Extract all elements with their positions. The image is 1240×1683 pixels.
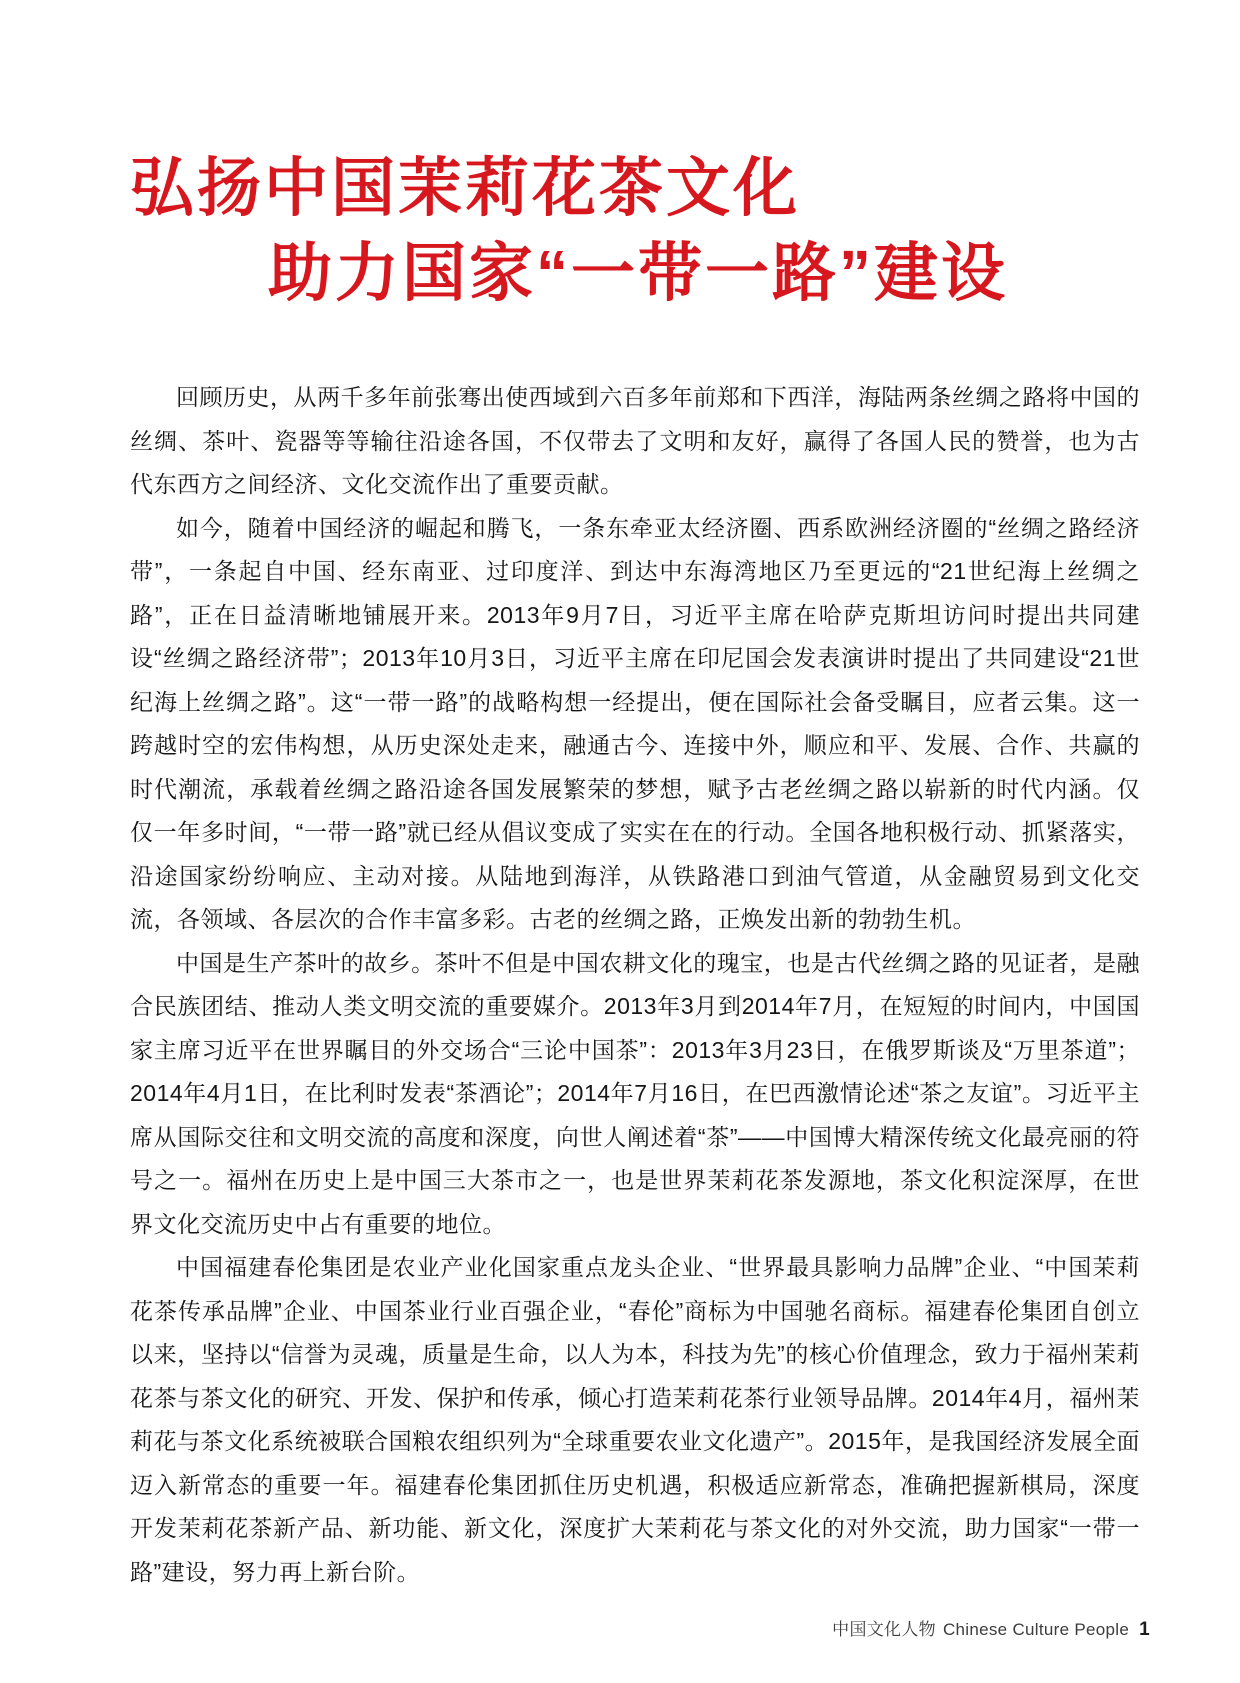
article-body [130, 376, 1140, 1594]
page-footer [832, 1615, 1150, 1641]
article-paragraph-3: 中国是生产茶叶的故乡。茶叶不但是中国农耕文化的瑰宝，也是古代丝绸之路的见证者，是融合民族团结、推动人类文明交流的重要媒介。2013年3月到2014年7月，在短短的时间内，中国国家主席习近平在世界瞩目的外交场合“三论中国茶”：2013年3月23日，在俄罗斯谈及“万里茶道”；2014年4月1日，在比利时发表“茶酒论”；2014年7月16日，在巴西激情论述“茶之友谊”。习近平主席从国际交往和文明交流的高度和深度，向世人阐述着“茶”——中国博大精深传统文化最亮丽的符号之一。福州在历史上是中国三大茶市之一，也是世界茉莉花茶发源地，茶文化积淀深厚，在世界文化交流历史中占有重要的地位。 [130, 949, 1140, 1237]
article-paragraph-4: 中国福建春伦集团是农业产业化国家重点龙头企业、“世界最具影响力品牌”企业、“中国茉莉花茶传承品牌”企业、中国茶业行业百强企业，“春伦”商标为中国驰名商标。福建春伦集团自创立以来，坚持以“信誉为灵魂，质量是生命，以人为本，科技为先”的核心价值理念，致力于福州茉莉花茶与茶文化的研究、开发、保护和传承，倾心打造茉莉花茶行业领导品牌。2014年4月，福州茉莉花与茶文化系统被联合国粮农组织列为“全球重要农业文化遗产”。2015年，是我国经济发展全面迈入新常态的重要一年。福建春伦集团抓住历史机遇，积极适应新常态，准确把握新棋局，深度开发茉莉花茶新产品、新功能、新文化，深度扩大茉莉花与茶文化的对外交流，助力国家“一带一路”建设，努力再上新台阶。 [130, 1254, 1140, 1585]
article-title [130, 146, 1180, 316]
article-paragraph-1: 回顾历史，从两千多年前张骞出使西域到六百多年前郑和下西洋，海陆两条丝绸之路将中国的丝绸、茶叶、瓷器等等输往沿途各国，不仅带去了文明和友好，赢得了各国人民的赞誉，也为古代东西方之间经济、文化交流作出了重要贡献。 [130, 384, 1140, 497]
page-number: 1 [1139, 1619, 1150, 1640]
article-title-line2: 助力国家“一带一路”建设 [268, 237, 1008, 309]
article-title-line1: 弘扬中国茉莉花茶文化 [130, 152, 800, 224]
article-paragraph-2: 如今，随着中国经济的崛起和腾飞，一条东牵亚太经济圈、西系欧洲经济圈的“丝绸之路经济带”，一条起自中国、经东南亚、过印度洋、到达中东海湾地区乃至更远的“21世纪海上丝绸之路”，正在日益清晰地铺展开来。2013年9月7日，习近平主席在哈萨克斯坦访问时提出共同建设“丝绸之路经济带”；2013年10月3日，习近平主席在印尼国会发表演讲时提出了共同建设“21世纪海上丝绸之路”。这“一带一路”的战略构想一经提出，便在国际社会备受瞩目，应者云集。这一跨越时空的宏伟构想，从历史深处走来，融通古今、连接中外，顺应和平、发展、合作、共赢的时代潮流，承载着丝绸之路沿途各国发展繁荣的梦想，赋予古老丝绸之路以崭新的时代内涵。仅仅一年多时间，“一带一路”就已经从倡议变成了实实在在的行动。全国各地积极行动、抓紧落实，沿途国家纷纷响应、主动对接。从陆地到海洋，从铁路港口到油气管道，从金融贸易到文化交流，各领域、各层次的合作丰富多彩。古老的丝绸之路，正焕发出新的勃勃生机。 [130, 514, 1140, 932]
footer-journal-name-en: Chinese Culture People [942, 1620, 1130, 1639]
footer-journal-name-cn: 中国文化人物 [832, 1620, 936, 1639]
